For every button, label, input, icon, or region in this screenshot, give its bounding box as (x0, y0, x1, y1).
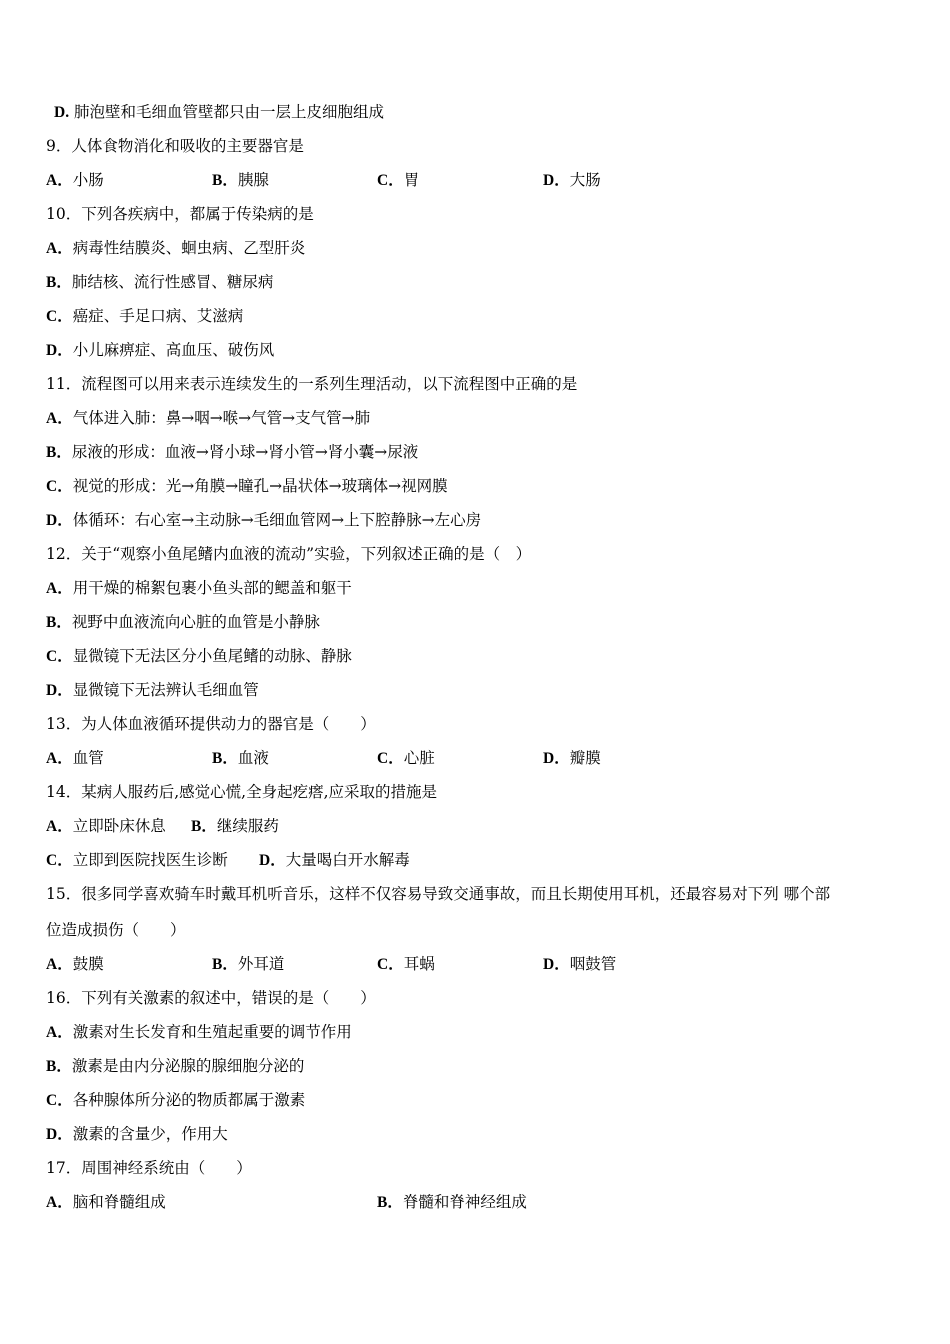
option-text: 胃 (403, 171, 420, 189)
option-label: A． (46, 1024, 73, 1041)
option-text: 肺结核、流行性感冒、糖尿病 (71, 273, 274, 291)
q12-option-d (46, 680, 259, 701)
option-label: B． (46, 444, 72, 461)
option-text: 肺泡壁和毛细血管壁都只由一层上皮细胞组成 (74, 103, 385, 121)
option-label: A． (46, 1194, 73, 1211)
option-text: 激素是由内分泌腺的腺细胞分泌的 (71, 1057, 305, 1075)
q17-option-b (377, 1192, 527, 1213)
q15-option-c (377, 954, 435, 975)
q11-stem: 11．流程图可以用来表示连续发生的一系列生理活动，以下流程图中正确的是 (46, 375, 578, 393)
q16-option-d (46, 1124, 228, 1145)
option-text: 继续服药 (216, 817, 279, 835)
option-label: A． (46, 172, 73, 189)
option-text: 胰腺 (237, 171, 269, 189)
option-label: D. (54, 104, 70, 121)
option-text: 咽鼓管 (569, 955, 617, 973)
q10-option-c (46, 306, 243, 327)
q17-stem: 17．周围神经系统由（ ） (46, 1159, 252, 1177)
option-label: A． (46, 956, 73, 973)
option-label: D． (46, 1126, 73, 1143)
option-label: C． (46, 648, 73, 665)
option-label: B． (46, 614, 72, 631)
option-label: B． (191, 818, 217, 835)
option-label: D． (46, 342, 73, 359)
q17-option-a (46, 1192, 166, 1213)
option-text: 鼓膜 (72, 955, 104, 973)
option-text: 小儿麻痹症、高血压、破伤风 (72, 341, 275, 359)
option-text: 大肠 (569, 171, 601, 189)
q16-option-b (46, 1056, 304, 1077)
option-text: 小肠 (72, 171, 104, 189)
option-label: C． (46, 308, 73, 325)
option-label: B． (212, 956, 238, 973)
option-text: 癌症、手足口病、艾滋病 (72, 307, 244, 325)
q12-option-c (46, 646, 352, 667)
option-label: B． (212, 750, 238, 767)
option-label: C． (377, 956, 404, 973)
option-label: B． (46, 1058, 72, 1075)
q11-option-b (46, 442, 418, 463)
option-text: 显微镜下无法辨认毛细血管 (72, 681, 259, 699)
option-text: 血管 (72, 749, 104, 767)
q15-option-b (212, 954, 284, 975)
q14-stem: 14．某病人服药后,感觉心慌,全身起疙瘩,应采取的措施是 (46, 783, 438, 801)
option-label: D． (46, 512, 73, 529)
option-text: 各种腺体所分泌的物质都属于激素 (72, 1091, 306, 1109)
option-text: 耳蜗 (403, 955, 435, 973)
option-text: 用干燥的棉絮包裹小鱼头部的鳃盖和躯干 (72, 579, 352, 597)
q14-option-c (46, 850, 228, 871)
option-label: C． (46, 852, 73, 869)
q16-stem: 16．下列有关激素的叙述中，错误的是（ ） (46, 989, 376, 1007)
option-text: 脊髓和脊神经组成 (402, 1193, 527, 1211)
q11-option-d (46, 510, 481, 531)
option-label: A． (46, 818, 73, 835)
q12-option-a (46, 578, 352, 599)
q15-option-a (46, 954, 104, 975)
q9-option-a (46, 170, 104, 191)
q11-option-a (46, 408, 370, 429)
option-label: B． (212, 172, 238, 189)
q10-option-d (46, 340, 274, 361)
q13-option-a (46, 748, 104, 769)
q13-option-b (212, 748, 269, 769)
option-text: 视觉的形成：光→角膜→瞳孔→晶状体→玻璃体→视网膜 (72, 477, 448, 495)
option-label: C． (46, 478, 73, 495)
option-label: A． (46, 240, 73, 257)
option-text: 体循环：右心室→主动脉→毛细血管网→上下腔静脉→左心房 (72, 511, 482, 529)
option-text: 脑和脊髓组成 (72, 1193, 166, 1211)
option-label: A． (46, 750, 73, 767)
q16-option-a (46, 1022, 352, 1043)
option-text: 尿液的形成：血液→肾小球→肾小管→肾小囊→尿液 (71, 443, 419, 461)
option-label: C． (377, 750, 404, 767)
option-text: 显微镜下无法区分小鱼尾鳍的动脉、静脉 (72, 647, 352, 665)
q10-stem: 10．下列各疾病中，都属于传染病的是 (46, 205, 314, 223)
option-label: C． (377, 172, 404, 189)
option-label: D． (543, 956, 570, 973)
q14-option-d (259, 850, 410, 871)
q13-option-c (377, 748, 435, 769)
q12-stem: 12．关于“观察小鱼尾鳍内血液的流动”实验，下列叙述正确的是（ ） (46, 545, 532, 563)
option-text: 心脏 (403, 749, 435, 767)
option-text: 病毒性结膜炎、蛔虫病、乙型肝炎 (72, 239, 306, 257)
q8-option-d (54, 102, 384, 123)
q13-stem: 13．为人体血液循环提供动力的器官是（ ） (46, 715, 376, 733)
option-text: 激素对生长发育和生殖起重要的调节作用 (72, 1023, 352, 1041)
q14-option-a (46, 816, 166, 837)
option-label: D． (259, 852, 286, 869)
q15-stem-line2: 位造成损伤（ ） (46, 921, 186, 939)
q9-stem: 9．人体食物消化和吸收的主要器官是 (46, 137, 304, 155)
option-label: A． (46, 410, 73, 427)
option-text: 视野中血液流向心脏的血管是小静脉 (71, 613, 320, 631)
q16-option-c (46, 1090, 305, 1111)
q15-stem-line1: 15．很多同学喜欢骑车时戴耳机听音乐，这样不仅容易导致交通事故，而且长期使用耳机，还最容易对下列 哪个部 (46, 885, 831, 903)
option-label: D． (543, 172, 570, 189)
q13-option-d (543, 748, 601, 769)
option-label: B． (377, 1194, 403, 1211)
option-text: 血液 (237, 749, 269, 767)
option-text: 大量喝白开水解毒 (285, 851, 410, 869)
q10-option-b (46, 272, 273, 293)
option-text: 立即到医院找医生诊断 (72, 851, 228, 869)
option-text: 外耳道 (237, 955, 285, 973)
option-label: D． (543, 750, 570, 767)
q15-option-d (543, 954, 616, 975)
q9-option-b (212, 170, 269, 191)
option-text: 立即卧床休息 (72, 817, 166, 835)
option-label: C． (46, 1092, 73, 1109)
option-text: 瓣膜 (569, 749, 601, 767)
option-label: A． (46, 580, 73, 597)
q11-option-c (46, 476, 448, 497)
option-label: B． (46, 274, 72, 291)
q14-option-b (191, 816, 279, 837)
q12-option-b (46, 612, 320, 633)
q9-option-c (377, 170, 419, 191)
q9-option-d (543, 170, 601, 191)
q10-option-a (46, 238, 305, 259)
option-label: D． (46, 682, 73, 699)
option-text: 激素的含量少，作用大 (72, 1125, 228, 1143)
option-text: 气体进入肺：鼻→咽→喉→气管→支气管→肺 (72, 409, 371, 427)
